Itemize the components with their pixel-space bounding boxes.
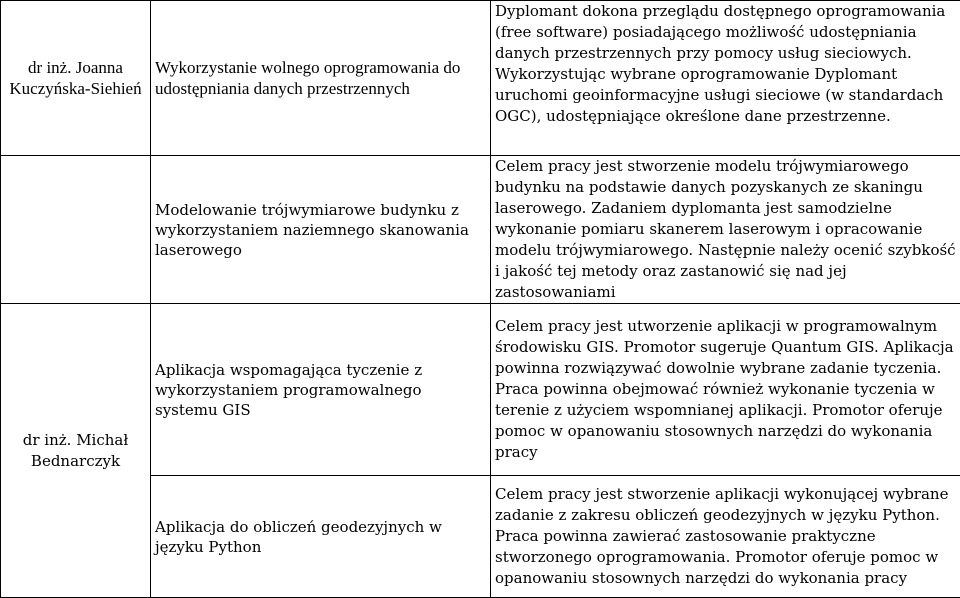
table-row [1, 1, 960, 156]
table-row [1, 156, 960, 304]
supervisor-cell: dr inż. Michał Bednarczyk [1, 304, 151, 598]
supervisor-cell-empty [1, 156, 151, 304]
description-cell: Celem pracy jest utworzenie aplikacji w programowalnym środowisku GIS. Promotor sugeruje Quantum GIS. Aplikacja powinna rozwiązywać dowolnie wybrane zadanie tyczenia. Praca powinna obejmować również wykonanie tyczenia w terenie z użyciem wspomnianej aplikacji. Promotor oferuje pomoc w opanowaniu stosownych narzędzi do wykonania pracy [491, 304, 960, 476]
supervisor-cell: dr inż. Joanna Kuczyńska-Siehień [1, 1, 151, 156]
topic-cell: Wykorzystanie wolnego oprogramowania do udostępniania danych przestrzennych [151, 1, 491, 156]
description-cell: Dyplomant dokona przeglądu dostępnego oprogramowania (free software) posiadającego możliwość udostępniania danych przestrzennych przy pomocy usług sieciowych. Wykorzystując wybrane oprogramowanie Dyplomant uruchomi geoinformacyjne usługi sieciowe (w standardach OGC), udostępniające określone dane przestrzenne. [491, 1, 960, 156]
description-cell: Celem pracy jest stworzenie modelu trójwymiarowego budynku na podstawie danych pozyskanych ze skaningu laserowego. Zadaniem dyplomanta jest samodzielne wykonanie pomiaru skanerem laserowym i opracowanie modelu trójwymiarowego. Następnie należy ocenić szybkość i jakość tej metody oraz zastanowić się nad jej zastosowaniami [491, 156, 960, 304]
table-row [1, 304, 960, 476]
topic-cell: Aplikacja do obliczeń geodezyjnych w języku Python [151, 476, 491, 598]
topic-cell: Modelowanie trójwymiarowe budynku z wykorzystaniem naziemnego skanowania laserowego [151, 156, 491, 304]
topic-cell: Aplikacja wspomagająca tyczenie z wykorzystaniem programowalnego systemu GIS [151, 304, 491, 476]
description-cell: Celem pracy jest stworzenie aplikacji wykonującej wybrane zadanie z zakresu obliczeń geodezyjnych w języku Python. Praca powinna zawierać zastosowanie praktyczne stworzonego oprogramowania. Promotor oferuje pomoc w opanowaniu stosownych narzędzi do wykonania pracy [491, 476, 960, 598]
